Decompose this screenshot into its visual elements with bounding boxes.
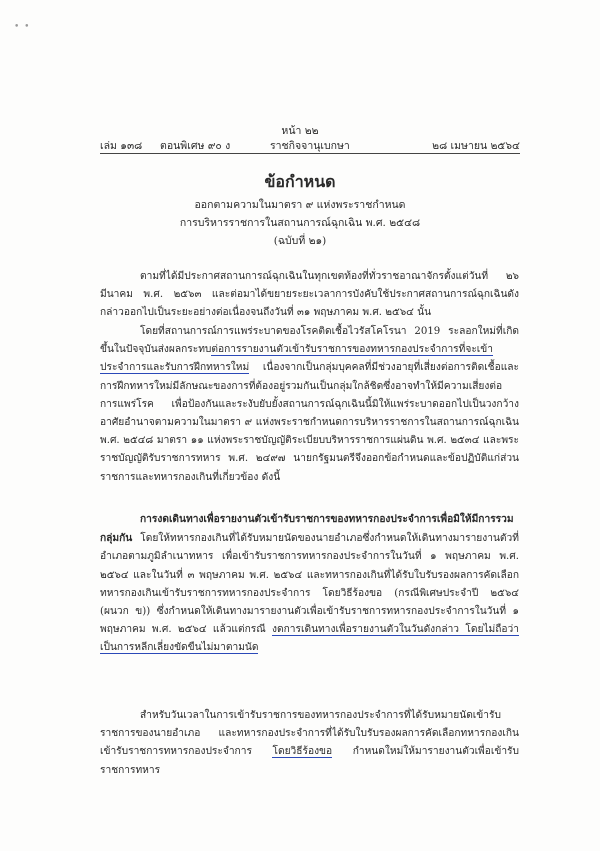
- page-number: หน้า ๒๒: [281, 125, 319, 137]
- pen-underline-2: งดการเดินทางเพื่อรายงานตัวในวันดังกล่าว โดยไม่ถือว่าเป็นการหลีกเลี่ยงขัดขืนไม่มาตามนัด: [100, 624, 519, 654]
- special-issue: ตอนพิเศษ ๙๐ ง: [160, 140, 231, 152]
- paragraph-3-text: โดยให้ทหารกองเกินที่ได้รับหมายนัดของนายอำเภอซึ่งกำหนดให้เดินทางมารายงานตัวที่อำเภอตามภูมิลำเนาทหาร เพื่อเข้ารับราชการทหารกองประจำการในวันที่ ๑ พฤษภาคม พ.ศ. ๒๕๖๔ และในวันที่ ๓ พฤษภาคม พ.ศ. ๒๕๖๔ และทหารกองเกินที่ได้รับใบรับรองผลการคัดเลือกทหารกองเกินเข้ารับราชการทหารกองประจำการ โดยวิธีร้องขอ (กรณีพิเศษประจำปี ๒๕๖๔ (ผนวก ข)) ซึ่งกำหนดให้เดินทางมารายงานตัวเพื่อเข้ารับราชการทหารกองประจำการในวันที่ ๑ พฤษภาคม พ.ศ. ๒๕๖๔ แล้วแต่กรณี: [100, 533, 519, 636]
- subtitle-line-1: ออกตามความในมาตรา ๙ แห่งพระราชกำหนด: [194, 199, 406, 211]
- gazette-name: ราชกิจจานุเบกษา: [270, 140, 350, 152]
- corner-pencil-mark: • •: [14, 22, 31, 32]
- paragraph-3-heading: การงดเดินทางเพื่อรายงานตัวเข้ารับราชการของทหารกองประจำการเพื่อมิให้มีการรวมกลุ่มกัน: [100, 513, 514, 545]
- paragraph-4-text-b: กำหนดใหม่ให้มารายงานตัวเพื่อเข้ารับราชการทหาร: [100, 746, 519, 776]
- publication-date: ๒๘ เมษายน ๒๕๖๔: [432, 140, 520, 152]
- paragraph-2-text-b: เนื่องจากเป็นกลุ่มบุคคลที่มีช่วงอายุที่เสี่ยงต่อการติดเชื้อและการฝึกทหารใหม่มีลักษณะของการที่ต้องอยู่รวมกันเป็นกลุ่มใกล้ชิดซึ่งอาจทำให้มีความเสี่ยงต่อการแพร่โรค เพื่อป้องกันและระงับยับยั้งสถานการณ์ฉุกเฉินนี้มิให้แพร่ระบาดออกไปเป็นวงกว้าง อาศัยอำนาจตามความในมาตรา ๙ แห่งพระราชกำหนดการบริหารราชการในสถานการณ์ฉุกเฉิน พ.ศ. ๒๕๔๘ มาตรา ๑๑ แห่งพระราชบัญญัติระเบียบบริหารราชการแผ่นดิน พ.ศ. ๒๕๓๔ และพระราชบัญญัติรับราชการทหาร พ.ศ. ๒๔๙๗ นายกรัฐมนตรีจึงออกข้อกำหนดและข้อปฏิบัติแก่ส่วนราชการและทหารกองเกินที่เกี่ยวข้อง ดังนี้: [100, 362, 519, 483]
- gazette-header: [100, 137, 520, 151]
- pen-underline-1: ต่อการรายงานตัวเข้ารับราชการของทหารกองประจำการที่จะเข้าประจำการและรับการฝึกทหารใหม่: [100, 344, 493, 374]
- paragraph-4: [100, 707, 519, 780]
- header-rule: [100, 153, 520, 154]
- paragraph-3: [100, 510, 519, 658]
- volume-number: เล่ม ๑๓๘: [100, 140, 143, 152]
- subtitle-line-3: (ฉบับที่ ๒๑): [273, 235, 327, 247]
- pen-underline-3: โดยวิธีร้องขอ: [272, 746, 333, 758]
- paragraph-4-text-a: สำหรับวันเวลาในการเข้ารับราชการของทหารกองประจำการที่ได้รับหมายนัดเข้ารับราชการของนายอำเภอ และทหารกองประจำการที่ได้รับใบรับรองผลการคัดเลือกทหารกองเกินเข้ารับราชการทหารกองประจำการ: [100, 710, 519, 758]
- subtitle-line-2: การบริหารราชการในสถานการณ์ฉุกเฉิน พ.ศ. ๒๕๔๘: [179, 217, 421, 229]
- paragraph-1: ตามที่ได้มีประกาศสถานการณ์ฉุกเฉินในทุกเขตท้องที่ทั่วราชอาณาจักรตั้งแต่วันที่ ๒๖ มีนาคม พ.ศ. ๒๕๖๓ และต่อมาได้ขยายระยะเวลาการบังคับใช้ประกาศสถานการณ์ฉุกเฉินดังกล่าวออกไปเป็นระยะอย่างต่อเนื่องจนถึงวันที่ ๓๑ พฤษภาคม พ.ศ. ๒๕๖๔ นั้น: [100, 271, 519, 319]
- paragraph-2: [100, 323, 519, 487]
- paragraph-2-text-a: โดยที่สถานการณ์การแพร่ระบาดของโรคติดเชื้อไวรัสโคโรนา 2019 ระลอกใหม่ที่เกิดขึ้นในปัจจุบันส่งผลกระทบ: [100, 326, 519, 356]
- document-title: ข้อกำหนด: [264, 172, 336, 191]
